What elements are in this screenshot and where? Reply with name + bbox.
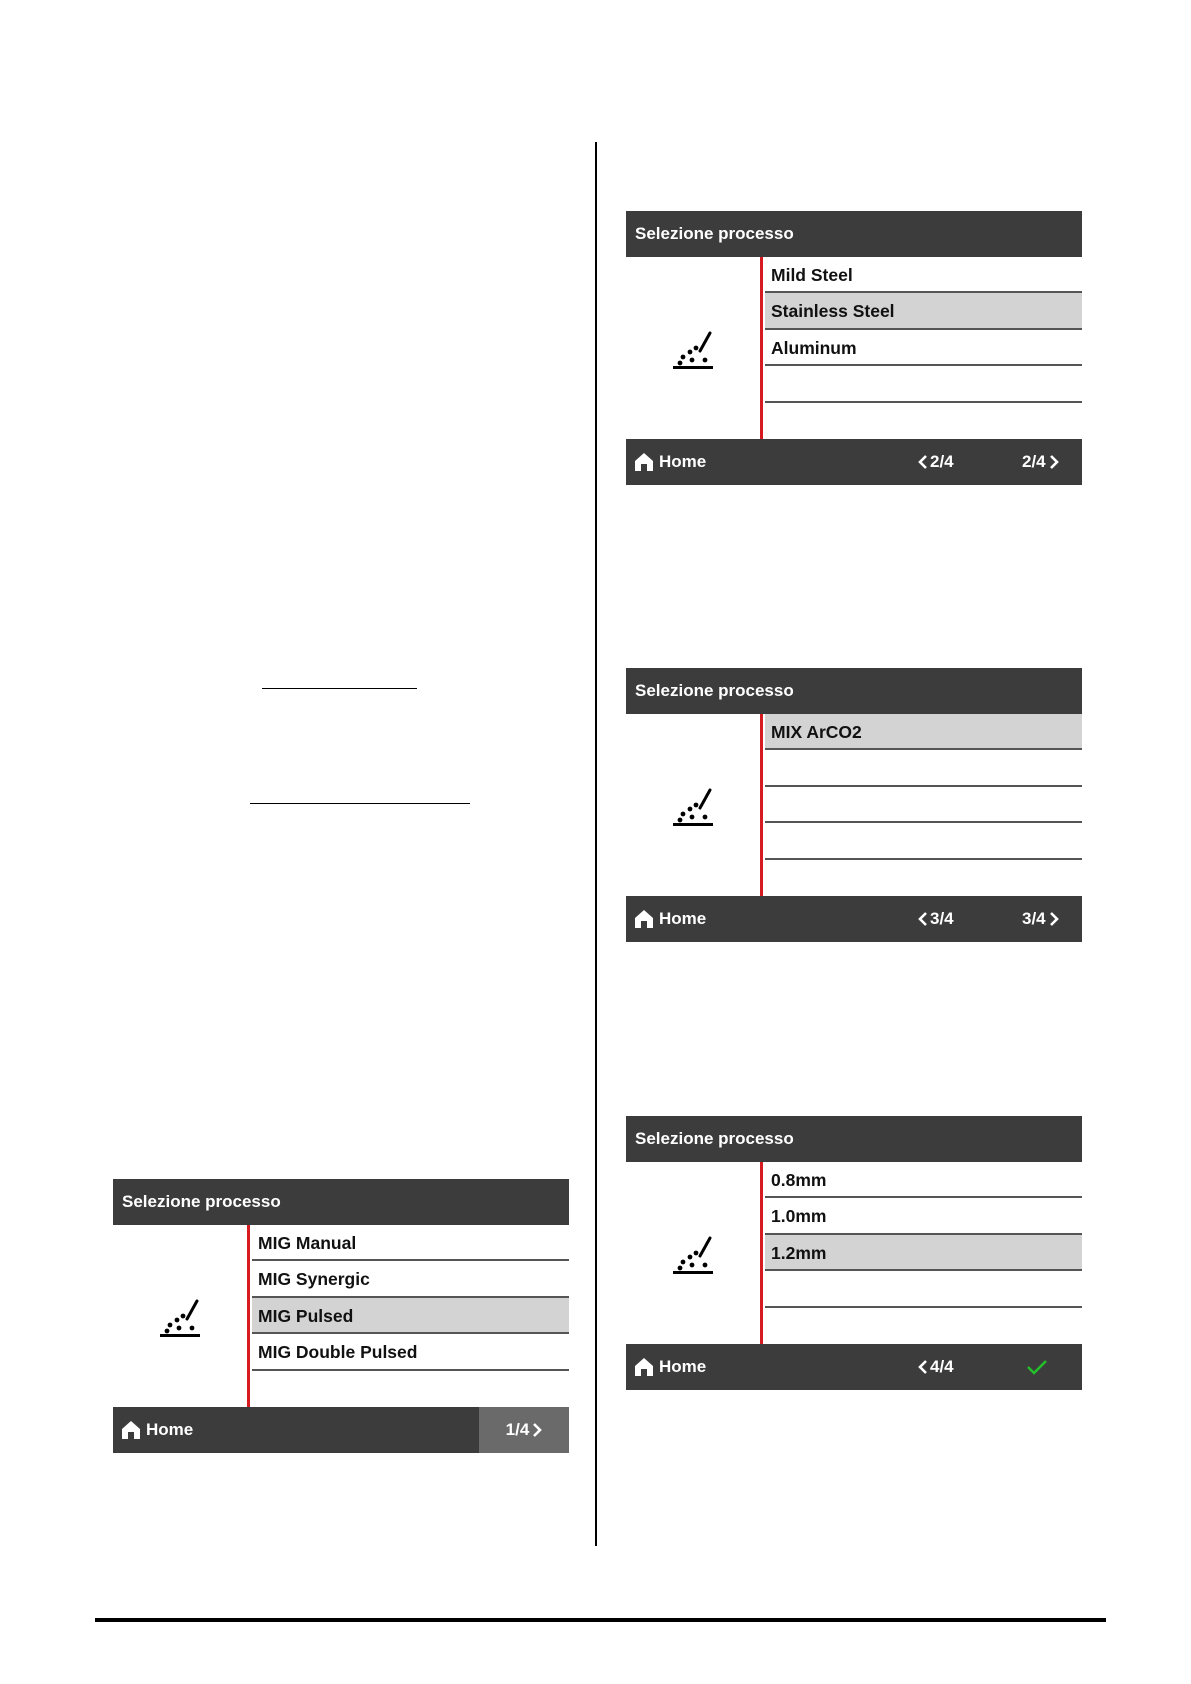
panel-footer	[626, 439, 1082, 485]
blank-line-1	[262, 688, 417, 689]
list-item-empty	[765, 787, 1082, 823]
list-item-selected[interactable]: MIG Pulsed	[252, 1298, 569, 1334]
home-icon	[121, 1420, 141, 1440]
list-item-empty	[765, 1308, 1082, 1344]
wire-list	[763, 1162, 1082, 1344]
home-button[interactable]	[634, 1344, 706, 1390]
list-item-empty	[765, 366, 1082, 402]
panel-title: Selezione processo	[626, 668, 1082, 714]
panel-footer	[626, 896, 1082, 942]
chevron-left-icon	[918, 911, 928, 927]
list-item-empty	[252, 1371, 569, 1407]
page-indicator: 3/4	[1022, 909, 1046, 928]
list-item-empty	[765, 403, 1082, 439]
gas-list	[763, 714, 1082, 896]
prev-page-button[interactable]	[918, 896, 954, 942]
panel-title: Selezione processo	[113, 1179, 569, 1225]
check-icon	[1026, 1358, 1048, 1376]
list-item[interactable]: MIG Double Pulsed	[252, 1334, 569, 1370]
process-panel-1	[113, 1179, 569, 1453]
page-indicator: 2/4	[930, 452, 954, 471]
prev-page-button[interactable]	[918, 439, 954, 485]
panel-footer	[626, 1344, 1082, 1390]
panel-title: Selezione processo	[626, 1116, 1082, 1162]
home-label: Home	[659, 452, 707, 471]
process-panel-2	[626, 211, 1082, 485]
next-page-button[interactable]	[479, 1407, 569, 1453]
list-item[interactable]: MIG Manual	[252, 1225, 569, 1261]
process-panel-3	[626, 668, 1082, 942]
list-item[interactable]: Aluminum	[765, 330, 1082, 366]
home-icon	[634, 1357, 654, 1377]
blank-line-2	[250, 803, 470, 804]
list-item-selected[interactable]: 1.2mm	[765, 1235, 1082, 1271]
process-panel-4	[626, 1116, 1082, 1390]
process-list	[250, 1225, 569, 1407]
panel-title: Selezione processo	[626, 211, 1082, 257]
chevron-left-icon	[918, 454, 928, 470]
list-item[interactable]: Mild Steel	[765, 257, 1082, 293]
material-list	[763, 257, 1082, 439]
list-item[interactable]: MIG Synergic	[252, 1261, 569, 1297]
chevron-right-icon	[532, 1422, 542, 1438]
home-icon	[634, 909, 654, 929]
list-item-empty	[765, 750, 1082, 786]
home-label: Home	[659, 909, 707, 928]
home-button[interactable]	[634, 439, 706, 485]
page-indicator: 1/4	[505, 1420, 530, 1439]
home-button[interactable]	[121, 1407, 193, 1453]
panel-footer	[113, 1407, 569, 1453]
footer-rule	[95, 1618, 1106, 1622]
chevron-right-icon	[1049, 911, 1059, 927]
welding-process-icon	[113, 1225, 247, 1407]
next-page-button[interactable]	[1022, 896, 1059, 942]
home-button[interactable]	[634, 896, 706, 942]
welding-process-icon	[626, 257, 760, 439]
prev-page-button[interactable]	[918, 1344, 954, 1390]
list-item[interactable]: 0.8mm	[765, 1162, 1082, 1198]
next-page-button[interactable]	[1022, 439, 1059, 485]
list-item-selected[interactable]: Stainless Steel	[765, 293, 1082, 329]
chevron-right-icon	[1049, 454, 1059, 470]
home-icon	[634, 452, 654, 472]
page-indicator: 3/4	[930, 909, 954, 928]
home-label: Home	[659, 1357, 707, 1376]
confirm-button[interactable]	[1026, 1344, 1048, 1390]
list-item[interactable]: 1.0mm	[765, 1198, 1082, 1234]
welding-process-icon	[626, 1162, 760, 1344]
page-indicator: 2/4	[1022, 452, 1046, 471]
column-divider	[595, 142, 597, 1546]
list-item-selected[interactable]: MIX ArCO2	[765, 714, 1082, 750]
chevron-left-icon	[918, 1359, 928, 1375]
list-item-empty	[765, 860, 1082, 896]
home-label: Home	[146, 1420, 194, 1439]
welding-process-icon	[626, 714, 760, 896]
page-indicator: 4/4	[930, 1357, 954, 1376]
list-item-empty	[765, 1271, 1082, 1307]
list-item-empty	[765, 823, 1082, 859]
